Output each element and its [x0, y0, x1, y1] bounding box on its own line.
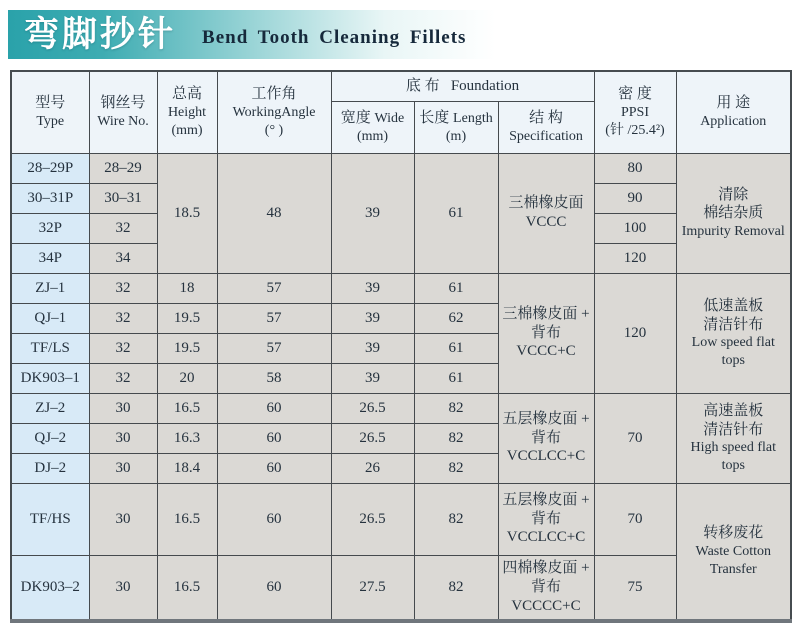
- wire-cell: 30: [89, 555, 157, 621]
- type-cell: QJ–1: [11, 303, 89, 333]
- wide-cell: 39: [331, 273, 414, 303]
- wire-cell: 30: [89, 453, 157, 483]
- wide-cell: 26.5: [331, 393, 414, 423]
- col-header-height: 总高 Height (mm): [157, 71, 217, 153]
- angle-cell: 57: [217, 273, 331, 303]
- type-cell: 28–29P: [11, 153, 89, 183]
- length-cell: 61: [414, 153, 498, 273]
- type-cell: DJ–2: [11, 453, 89, 483]
- col-header-working-angle: 工作角 WorkingAngle (° ): [217, 71, 331, 153]
- table-row: [11, 483, 791, 555]
- table-row: [11, 555, 791, 621]
- wire-cell: 28–29: [89, 153, 157, 183]
- wire-cell: 30: [89, 483, 157, 555]
- type-cell: 30–31P: [11, 183, 89, 213]
- header-row-1: [11, 71, 791, 101]
- height-cell: 16.5: [157, 483, 217, 555]
- table-row: [11, 393, 791, 423]
- col-header-spec: 结 构 Specification: [498, 101, 594, 153]
- height-cell: 19.5: [157, 333, 217, 363]
- table-row: [11, 273, 791, 303]
- height-cell: 16.5: [157, 555, 217, 621]
- spec-table: [10, 70, 792, 623]
- type-cell: 32P: [11, 213, 89, 243]
- type-cell: TF/LS: [11, 333, 89, 363]
- angle-cell: 58: [217, 363, 331, 393]
- ppsi-cell: 70: [594, 393, 676, 483]
- length-cell: 82: [414, 483, 498, 555]
- height-cell: 18: [157, 273, 217, 303]
- spec-cell: 五层橡皮面 + 背布 VCCLCC+C: [498, 393, 594, 483]
- wide-cell: 39: [331, 153, 414, 273]
- angle-cell: 60: [217, 483, 331, 555]
- col-header-wire: 钢丝号 Wire No.: [89, 71, 157, 153]
- length-cell: 82: [414, 393, 498, 423]
- ppsi-cell: 100: [594, 213, 676, 243]
- type-cell: 34P: [11, 243, 89, 273]
- length-cell: 82: [414, 423, 498, 453]
- spec-cell: 四棉橡皮面 + 背布 VCCCC+C: [498, 555, 594, 621]
- wire-cell: 30: [89, 393, 157, 423]
- table-row: [11, 153, 791, 183]
- wide-cell: 26.5: [331, 483, 414, 555]
- ppsi-cell: 75: [594, 555, 676, 621]
- length-cell: 62: [414, 303, 498, 333]
- wide-cell: 27.5: [331, 555, 414, 621]
- col-header-foundation: 底 布 Foundation: [331, 71, 594, 101]
- angle-cell: 60: [217, 555, 331, 621]
- angle-cell: 57: [217, 303, 331, 333]
- height-cell: 20: [157, 363, 217, 393]
- angle-cell: 60: [217, 423, 331, 453]
- type-cell: DK903–1: [11, 363, 89, 393]
- length-cell: 61: [414, 363, 498, 393]
- wire-cell: 32: [89, 333, 157, 363]
- wire-cell: 32: [89, 213, 157, 243]
- length-cell: 61: [414, 273, 498, 303]
- angle-cell: 60: [217, 393, 331, 423]
- ppsi-cell: 120: [594, 273, 676, 393]
- length-cell: 61: [414, 333, 498, 363]
- wire-cell: 34: [89, 243, 157, 273]
- length-cell: 82: [414, 555, 498, 621]
- wide-cell: 39: [331, 363, 414, 393]
- height-cell: 19.5: [157, 303, 217, 333]
- col-header-application: 用 途 Application: [676, 71, 791, 153]
- angle-cell: 60: [217, 453, 331, 483]
- ppsi-cell: 70: [594, 483, 676, 555]
- height-cell: 18.4: [157, 453, 217, 483]
- application-cell: 清除 棉结杂质 Impurity Removal: [676, 153, 791, 273]
- wire-cell: 30: [89, 423, 157, 453]
- spec-cell: 五层橡皮面 + 背布 VCCLCC+C: [498, 483, 594, 555]
- wide-cell: 39: [331, 303, 414, 333]
- spec-cell: 三棉橡皮面 + 背布 VCCC+C: [498, 273, 594, 393]
- angle-cell: 57: [217, 333, 331, 363]
- col-header-wide: 宽度 Wide (mm): [331, 101, 414, 153]
- col-header-type: 型号 Type: [11, 71, 89, 153]
- wire-cell: 30–31: [89, 183, 157, 213]
- banner-title-zh: 弯脚抄针: [24, 15, 177, 54]
- type-cell: TF/HS: [11, 483, 89, 555]
- length-cell: 82: [414, 453, 498, 483]
- application-cell: 转移废花 Waste Cotton Transfer: [676, 483, 791, 621]
- wide-cell: 26.5: [331, 423, 414, 453]
- wire-cell: 32: [89, 273, 157, 303]
- col-header-length: 长度 Length (m): [414, 101, 498, 153]
- application-cell: 低速盖板 清洁针布 Low speed flat tops: [676, 273, 791, 393]
- type-cell: DK903–2: [11, 555, 89, 621]
- type-cell: QJ–2: [11, 423, 89, 453]
- ppsi-cell: 80: [594, 153, 676, 183]
- type-cell: ZJ–2: [11, 393, 89, 423]
- ppsi-cell: 90: [594, 183, 676, 213]
- spec-cell: 三棉橡皮面 VCCC: [498, 153, 594, 273]
- wire-cell: 32: [89, 363, 157, 393]
- col-header-density: 密 度 PPSI (针 /25.4²): [594, 71, 676, 153]
- type-cell: ZJ–1: [11, 273, 89, 303]
- page-banner: [8, 10, 794, 59]
- wide-cell: 26: [331, 453, 414, 483]
- height-cell: 16.5: [157, 393, 217, 423]
- application-cell: 高速盖板 清洁针布 High speed flat tops: [676, 393, 791, 483]
- height-cell: 16.3: [157, 423, 217, 453]
- wire-cell: 32: [89, 303, 157, 333]
- ppsi-cell: 120: [594, 243, 676, 273]
- height-cell: 18.5: [157, 153, 217, 273]
- angle-cell: 48: [217, 153, 331, 273]
- banner-title-en: Bend Tooth Cleaning Fillets: [202, 27, 467, 48]
- wide-cell: 39: [331, 333, 414, 363]
